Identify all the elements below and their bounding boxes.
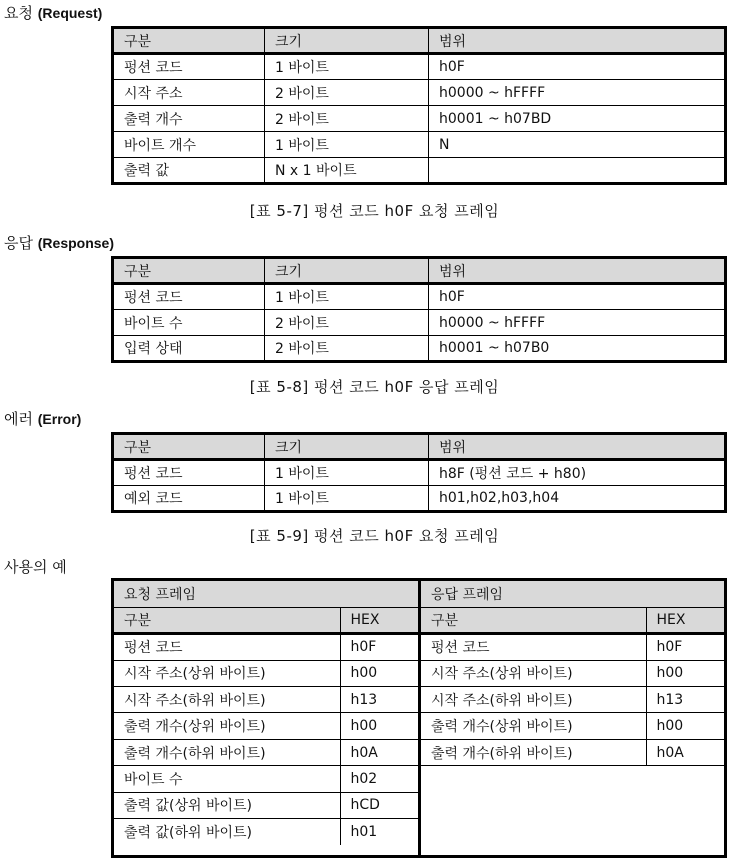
cell: 펑션 코드 xyxy=(113,284,265,310)
cell: h0A xyxy=(646,739,724,765)
example-request-frame xyxy=(114,581,418,845)
cell: h0001 ~ h07BD xyxy=(429,106,726,132)
cell: h13 xyxy=(646,687,724,713)
cell: h00 xyxy=(646,660,724,686)
header-range: 범위 xyxy=(429,28,726,54)
table-row xyxy=(113,80,726,106)
header-range: 범위 xyxy=(429,434,726,460)
cell: 출력 값(상위 바이트) xyxy=(114,792,340,818)
cell: 시작 주소 xyxy=(113,80,265,106)
example-response-frame xyxy=(421,581,724,766)
cell: h8F (펑션 코드 + h80) xyxy=(429,460,726,486)
cell: 1 바이트 xyxy=(265,54,429,80)
table-row xyxy=(113,132,726,158)
error-caption: [표 5-9] 펑션 코드 h0F 요청 프레임 xyxy=(249,527,500,545)
cell: 1 바이트 xyxy=(265,486,429,512)
cell: 펑션 코드 xyxy=(114,634,340,660)
cell: 펑션 코드 xyxy=(113,54,265,80)
table-row xyxy=(114,792,418,818)
response-heading-ko: 응답 xyxy=(4,234,33,252)
table-row xyxy=(113,284,726,310)
cell: 2 바이트 xyxy=(265,310,429,336)
cell: 시작 주소(하위 바이트) xyxy=(421,687,646,713)
request-caption: [표 5-7] 펑션 코드 h0F 요청 프레임 xyxy=(249,202,500,220)
cell: h0000 ~ hFFFF xyxy=(429,80,726,106)
cell: 2 바이트 xyxy=(265,80,429,106)
cell: h00 xyxy=(340,660,418,686)
cell xyxy=(429,158,726,184)
table-row xyxy=(113,54,726,80)
cell: N xyxy=(429,132,726,158)
header-size: 크기 xyxy=(265,258,429,284)
cell: 1 바이트 xyxy=(265,284,429,310)
response-heading xyxy=(4,233,114,253)
cell: 바이트 수 xyxy=(114,766,340,792)
cell: 시작 주소(하위 바이트) xyxy=(114,687,340,713)
table-row xyxy=(114,687,418,713)
error-table xyxy=(111,432,727,513)
error-heading-en: (Error) xyxy=(37,411,82,427)
cell: 예외 코드 xyxy=(113,486,265,512)
table-row xyxy=(421,634,724,660)
table-row xyxy=(114,766,418,792)
table-row xyxy=(113,158,726,184)
table-row xyxy=(114,713,418,739)
cell: 출력 개수(하위 바이트) xyxy=(421,739,646,765)
cell: h0F xyxy=(429,54,726,80)
table-row xyxy=(421,739,724,765)
table-row xyxy=(421,660,724,686)
cell: 바이트 수 xyxy=(113,310,265,336)
cell: 입력 상태 xyxy=(113,336,265,362)
cell: h01 xyxy=(340,819,418,845)
cell: 출력 개수(상위 바이트) xyxy=(114,713,340,739)
cell: h13 xyxy=(340,687,418,713)
cell: 2 바이트 xyxy=(265,106,429,132)
header-hex: HEX xyxy=(646,607,724,633)
error-heading xyxy=(4,409,81,429)
table-row xyxy=(113,336,726,362)
request-heading xyxy=(4,3,102,23)
response-table xyxy=(111,256,727,363)
table-row xyxy=(113,106,726,132)
request-table xyxy=(111,26,727,185)
cell: h0F xyxy=(429,284,726,310)
cell: h00 xyxy=(646,713,724,739)
header-size: 크기 xyxy=(265,434,429,460)
cell: 바이트 개수 xyxy=(113,132,265,158)
cell: h0F xyxy=(646,634,724,660)
request-heading-ko: 요청 xyxy=(4,4,33,22)
header-category: 구분 xyxy=(113,434,265,460)
table-row xyxy=(113,310,726,336)
table-row xyxy=(114,660,418,686)
cell: h0001 ~ h07B0 xyxy=(429,336,726,362)
cell: 1 바이트 xyxy=(265,460,429,486)
cell: 출력 개수(하위 바이트) xyxy=(114,739,340,765)
table-row xyxy=(114,819,418,845)
cell: h0F xyxy=(340,634,418,660)
example-request-table xyxy=(114,581,418,845)
cell: 출력 값 xyxy=(113,158,265,184)
cell: 펑션 코드 xyxy=(113,460,265,486)
error-heading-ko: 에러 xyxy=(4,410,33,428)
cell: h0000 ~ hFFFF xyxy=(429,310,726,336)
request-heading-en: (Request) xyxy=(37,5,103,21)
cell: h00 xyxy=(340,713,418,739)
response-frame-title: 응답 프레임 xyxy=(421,581,724,607)
cell: 1 바이트 xyxy=(265,132,429,158)
cell: 출력 값(하위 바이트) xyxy=(114,819,340,845)
table-row xyxy=(113,486,726,512)
cell: 출력 개수(상위 바이트) xyxy=(421,713,646,739)
cell: h0A xyxy=(340,739,418,765)
cell: hCD xyxy=(340,792,418,818)
cell: 펑션 코드 xyxy=(421,634,646,660)
cell: 2 바이트 xyxy=(265,336,429,362)
table-row xyxy=(114,634,418,660)
cell: 출력 개수 xyxy=(113,106,265,132)
example-response-table xyxy=(421,581,724,766)
header-category: 구분 xyxy=(421,607,646,633)
cell: N x 1 바이트 xyxy=(265,158,429,184)
response-heading-en: (Response) xyxy=(37,235,114,251)
table-row xyxy=(421,713,724,739)
header-range: 범위 xyxy=(429,258,726,284)
cell: 시작 주소(상위 바이트) xyxy=(114,660,340,686)
header-size: 크기 xyxy=(265,28,429,54)
table-row xyxy=(421,687,724,713)
header-category: 구분 xyxy=(114,607,340,633)
header-hex: HEX xyxy=(340,607,418,633)
example-tables xyxy=(111,578,727,858)
request-frame-title: 요청 프레임 xyxy=(114,581,418,607)
table-row xyxy=(113,460,726,486)
header-category: 구분 xyxy=(113,28,265,54)
cell: h02 xyxy=(340,766,418,792)
response-caption: [표 5-8] 펑션 코드 h0F 응답 프레임 xyxy=(249,378,500,396)
table-row xyxy=(114,739,418,765)
header-category: 구분 xyxy=(113,258,265,284)
cell: h01,h02,h03,h04 xyxy=(429,486,726,512)
cell: 시작 주소(상위 바이트) xyxy=(421,660,646,686)
example-heading: 사용의 예 xyxy=(4,558,67,576)
